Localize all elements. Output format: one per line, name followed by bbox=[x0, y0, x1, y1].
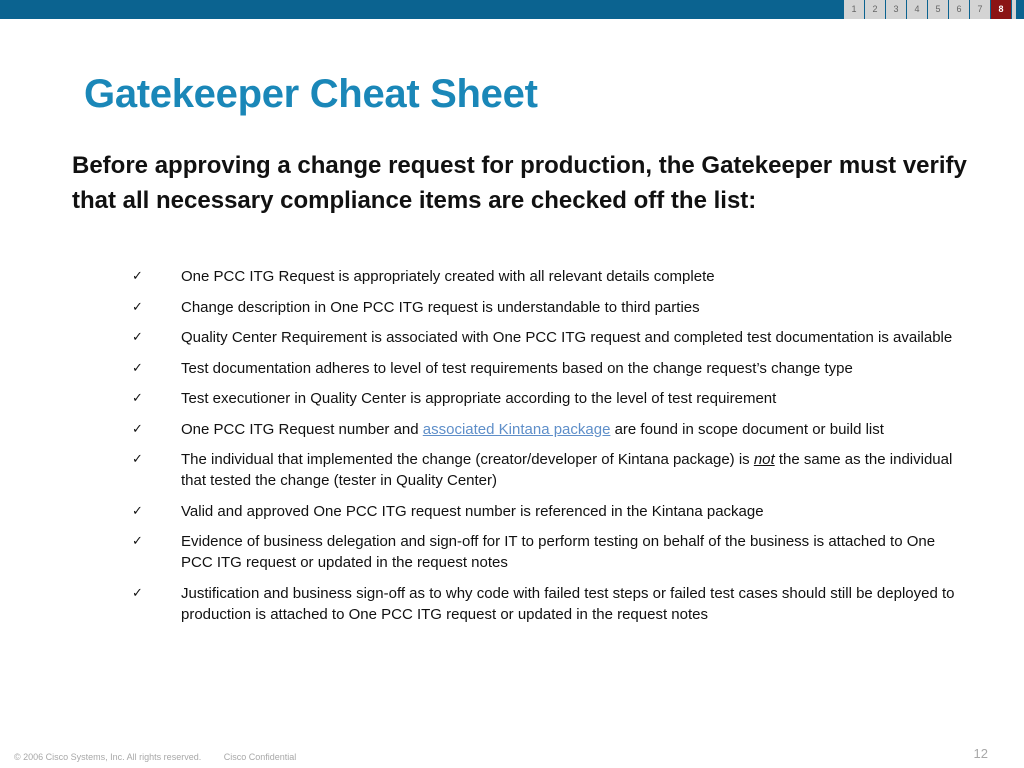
checklist-text-after-link: are found in scope document or build list bbox=[610, 420, 884, 438]
slide-nav-page-6[interactable]: 6 bbox=[949, 0, 969, 19]
slide-nav-page-3[interactable]: 3 bbox=[886, 0, 906, 19]
checklist-item bbox=[130, 583, 960, 625]
checklist-item bbox=[130, 449, 960, 491]
checkmark-icon: ✓ bbox=[132, 534, 143, 549]
checklist-item bbox=[130, 419, 960, 440]
slide-nav-more bbox=[1012, 0, 1016, 19]
slide-nav-page-7[interactable]: 7 bbox=[970, 0, 990, 19]
checklist-item bbox=[130, 297, 960, 318]
checklist-item bbox=[130, 266, 960, 287]
slide-nav-page-1[interactable]: 1 bbox=[844, 0, 864, 19]
checklist-item-text bbox=[181, 419, 960, 440]
checklist-item bbox=[130, 327, 960, 348]
intro-paragraph: Before approving a change request for production, the Gatekeeper must verify that all necessary compliance items are checked off the list: bbox=[72, 152, 967, 214]
checklist-item-text: Valid and approved One PCC ITG request number is referenced in the Kintana package bbox=[181, 502, 764, 520]
footer bbox=[14, 752, 296, 762]
checklist-item-text: Test executioner in Quality Center is appropriate according to the level of test requirement bbox=[181, 390, 777, 407]
slide-title: Gatekeeper Cheat Sheet bbox=[84, 72, 538, 116]
checkmark-icon: ✓ bbox=[132, 585, 143, 601]
checkmark-icon: ✓ bbox=[132, 421, 143, 437]
checkmark-icon: ✓ bbox=[132, 330, 143, 345]
slide-nav-page-4[interactable]: 4 bbox=[907, 0, 927, 19]
checklist-item bbox=[130, 358, 960, 379]
checklist-item-text: Change description in One PCC ITG request is understandable to third parties bbox=[181, 298, 700, 316]
checklist-item-text: One PCC ITG Request is appropriately created with all relevant details complete bbox=[181, 268, 715, 285]
checklist-item-text: Justification and business sign-off as to why code with failed test steps or failed test cases should still be deployed to production is attached to One PCC ITG request or updated in the request notes bbox=[181, 584, 955, 623]
copyright-text: © 2006 Cisco Systems, Inc. All rights reserved. bbox=[14, 752, 202, 762]
slide-nav bbox=[844, 0, 1016, 19]
confidential-label: Cisco Confidential bbox=[223, 752, 297, 762]
checklist-text-before-emphasis: The individual that implemented the change (creator/developer of Kintana package) is bbox=[181, 451, 754, 468]
checkmark-icon: ✓ bbox=[132, 391, 143, 406]
checkmark-icon: ✓ bbox=[132, 503, 143, 519]
checkmark-icon: ✓ bbox=[132, 299, 143, 315]
checklist-item bbox=[130, 501, 960, 522]
emphasis-not: not bbox=[753, 451, 775, 468]
checkmark-icon: ✓ bbox=[132, 269, 143, 284]
checkmark-icon: ✓ bbox=[132, 452, 143, 467]
slide-nav-page-5[interactable]: 5 bbox=[928, 0, 948, 19]
checklist-item-text: Test documentation adheres to level of test requirements based on the change request’s change type bbox=[181, 359, 853, 377]
kintana-package-link[interactable]: associated Kintana package bbox=[422, 420, 611, 438]
checklist-item-text: Quality Center Requirement is associated with One PCC ITG request and completed test documentation is available bbox=[181, 329, 953, 346]
slide-nav-page-2[interactable]: 2 bbox=[865, 0, 885, 19]
checklist-text-after-emphasis: the same as the individual that tested the change (tester in Quality Center) bbox=[181, 451, 953, 489]
slide-nav-page-8-active[interactable]: 8 bbox=[991, 0, 1011, 19]
checklist-text-before-link: One PCC ITG Request number and bbox=[181, 420, 423, 438]
checklist-item-text bbox=[181, 449, 960, 491]
checklist-item bbox=[130, 531, 960, 573]
checklist-item bbox=[130, 388, 960, 409]
checklist-item-text: Evidence of business delegation and sign-off for IT to perform testing on behalf of the business is attached to One PCC ITG request or updated in the request notes bbox=[181, 533, 936, 571]
compliance-checklist bbox=[130, 266, 960, 634]
checkmark-icon: ✓ bbox=[132, 360, 143, 376]
page-number: 12 bbox=[973, 746, 988, 761]
